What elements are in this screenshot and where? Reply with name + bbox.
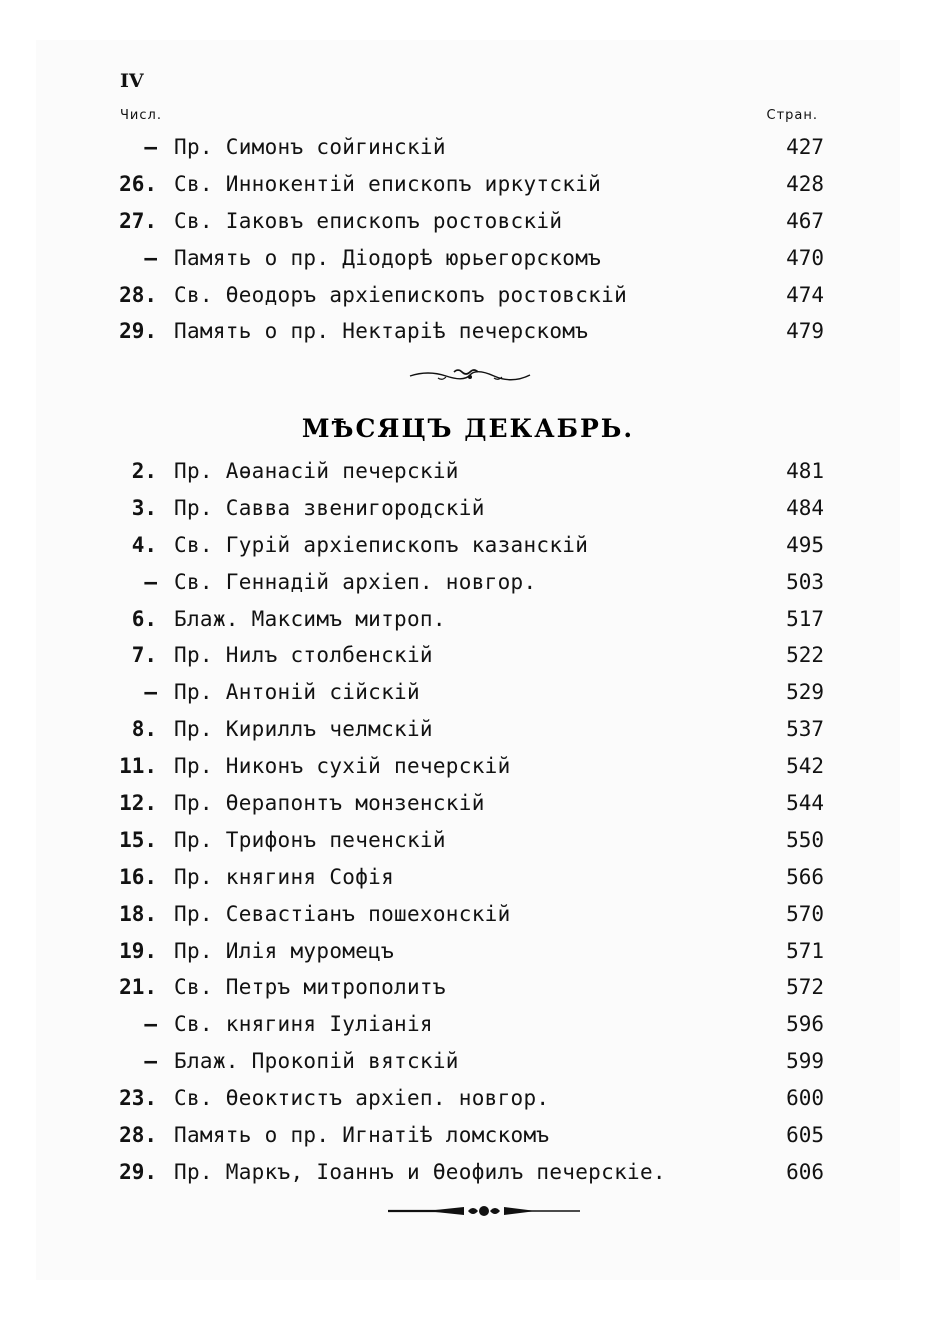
entry-page-number: 600 bbox=[786, 1086, 824, 1111]
entry-day-number: 4. bbox=[131, 532, 157, 557]
entry-saint-name: Пр. Трифонъ печенскій bbox=[174, 827, 446, 852]
entry-day-number: — bbox=[144, 1049, 157, 1074]
entry-row bbox=[100, 674, 824, 711]
entry-day-number: 7. bbox=[131, 643, 157, 668]
entry-day-number: 28. bbox=[119, 1123, 157, 1148]
entry-row bbox=[100, 711, 824, 748]
entry-saint-name: Блаж. Прокопій вятскій bbox=[174, 1049, 459, 1074]
entry-row bbox=[100, 527, 824, 564]
entry-page-number: 599 bbox=[786, 1049, 824, 1074]
entry-page-number: 537 bbox=[786, 717, 824, 742]
entry-saint-name: Пр. Илія муромецъ bbox=[174, 938, 395, 963]
entry-page-number: 470 bbox=[786, 245, 824, 270]
entry-row bbox=[100, 490, 824, 527]
section-title-december: МѢСЯЦЪ ДЕКАБРЬ. bbox=[301, 414, 635, 443]
entry-row bbox=[100, 203, 824, 240]
entry-saint-name: Пр. Өерапонтъ монзенскій bbox=[174, 791, 485, 816]
entry-saint-name: Блаж. Максимъ митроп. bbox=[174, 606, 446, 631]
entry-saint-name: Память о пр. Игнатіѣ ломскомъ bbox=[174, 1123, 550, 1148]
entry-day-number: 12. bbox=[119, 791, 157, 816]
column-header-page: Стран. bbox=[766, 108, 818, 123]
entry-row bbox=[100, 453, 824, 490]
entry-day-number: 28. bbox=[119, 282, 157, 307]
entry-row bbox=[100, 933, 824, 970]
entry-row bbox=[100, 129, 824, 166]
ornament-divider-top bbox=[408, 366, 532, 384]
entry-saint-name: Св. Гурій архіепископъ казанскій bbox=[174, 532, 589, 557]
entry-page-number: 484 bbox=[786, 495, 824, 520]
entry-page-number: 544 bbox=[786, 791, 824, 816]
entry-day-number: — bbox=[144, 135, 157, 159]
entry-saint-name: Пр. Кириллъ челмскій bbox=[174, 717, 433, 742]
entry-day-number: 21. bbox=[119, 975, 157, 1000]
entry-row bbox=[100, 969, 824, 1006]
entry-saint-name: Пр. Маркъ, Іоаннъ и Өеофилъ печерскіе. bbox=[174, 1159, 666, 1184]
entry-row bbox=[100, 1154, 824, 1191]
entry-page-number: 605 bbox=[786, 1123, 824, 1148]
entry-saint-name: Пр. княгиня Софія bbox=[174, 864, 395, 889]
folio-number: IV bbox=[120, 70, 144, 92]
entry-day-number: 18. bbox=[119, 901, 157, 926]
entry-day-number: 2. bbox=[131, 459, 157, 483]
entry-row bbox=[100, 1006, 824, 1043]
entry-row bbox=[100, 240, 824, 277]
entry-page-number: 522 bbox=[786, 643, 824, 668]
entry-row bbox=[100, 785, 824, 822]
december-entry-list bbox=[100, 453, 824, 1191]
entry-row bbox=[100, 1043, 824, 1080]
entry-saint-name: Память о пр. Діодорѣ юрьегорскомъ bbox=[174, 245, 602, 270]
entry-day-number: — bbox=[144, 680, 157, 705]
entry-day-number: 26. bbox=[119, 171, 157, 196]
entry-saint-name: Св. Петръ митрополитъ bbox=[174, 975, 446, 1000]
entry-page-number: 606 bbox=[786, 1159, 824, 1184]
entry-page-number: 495 bbox=[786, 532, 824, 557]
entry-row bbox=[100, 601, 824, 638]
entry-row bbox=[100, 313, 824, 350]
entry-row bbox=[100, 859, 824, 896]
entry-saint-name: Св. Өеодоръ архіепископъ ростовскій bbox=[174, 282, 628, 307]
entry-page-number: 570 bbox=[786, 901, 824, 926]
entry-page-number: 428 bbox=[786, 171, 824, 196]
entry-row bbox=[100, 896, 824, 933]
entry-page-number: 566 bbox=[786, 864, 824, 889]
entry-day-number: 15. bbox=[119, 827, 157, 852]
entry-day-number: 6. bbox=[131, 606, 157, 631]
entry-page-number: 479 bbox=[786, 319, 824, 344]
entry-day-number: 11. bbox=[119, 754, 157, 779]
entry-page-number: 596 bbox=[786, 1012, 824, 1037]
entry-day-number: 29. bbox=[119, 319, 157, 344]
entry-day-number: — bbox=[144, 245, 157, 270]
entry-saint-name: Пр. Нилъ столбенскій bbox=[174, 643, 433, 668]
entry-page-number: 481 bbox=[786, 459, 824, 483]
entry-day-number: 3. bbox=[131, 495, 157, 520]
entry-day-number: 27. bbox=[119, 208, 157, 233]
entry-day-number: 23. bbox=[119, 1086, 157, 1111]
entry-page-number: 550 bbox=[786, 827, 824, 852]
november-entry-list bbox=[100, 129, 824, 350]
entry-day-number: 8. bbox=[131, 717, 157, 742]
entry-saint-name: Пр. Никонъ сухій печерскій bbox=[174, 754, 511, 779]
entry-page-number: 427 bbox=[786, 135, 824, 159]
entry-day-number: 29. bbox=[119, 1159, 157, 1184]
entry-day-number: 16. bbox=[119, 864, 157, 889]
entry-page-number: 529 bbox=[786, 680, 824, 705]
entry-page-number: 467 bbox=[786, 208, 824, 233]
entry-saint-name: Пр. Симонъ сойгинскій bbox=[174, 135, 446, 159]
entry-saint-name: Пр. Севастіанъ пошехонскій bbox=[174, 901, 511, 926]
entry-day-number: — bbox=[144, 1012, 157, 1037]
entry-page-number: 503 bbox=[786, 569, 824, 594]
entry-row bbox=[100, 748, 824, 785]
entry-day-number: — bbox=[144, 569, 157, 594]
entry-saint-name: Память о пр. Нектаріѣ печерскомъ bbox=[174, 319, 589, 344]
ornament-divider-bottom bbox=[386, 1203, 582, 1219]
entry-page-number: 571 bbox=[786, 938, 824, 963]
entry-page-number: 517 bbox=[786, 606, 824, 631]
entry-saint-name: Св. Иннокентій епископъ иркутскій bbox=[174, 171, 602, 196]
entry-saint-name: Пр. Савва звенигородскій bbox=[174, 495, 485, 520]
entry-row bbox=[100, 564, 824, 601]
entry-saint-name: Пр. Аөанасій печерскій bbox=[174, 459, 459, 483]
entry-saint-name: Св. Геннадій архіеп. новгор. bbox=[174, 569, 537, 594]
entry-row bbox=[100, 637, 824, 674]
entry-row bbox=[100, 1117, 824, 1154]
column-header-day: Числ. bbox=[120, 108, 162, 123]
entry-page-number: 572 bbox=[786, 975, 824, 1000]
entry-row bbox=[100, 1080, 824, 1117]
entry-row bbox=[100, 277, 824, 314]
entry-page-number: 542 bbox=[786, 754, 824, 779]
entry-row bbox=[100, 822, 824, 859]
entry-saint-name: Пр. Антоній сійскій bbox=[174, 680, 420, 705]
entry-saint-name: Св. Өеоктистъ архіеп. новгор. bbox=[174, 1086, 550, 1111]
entry-page-number: 474 bbox=[786, 282, 824, 307]
entry-saint-name: Св. Іаковъ епископъ ростовскій bbox=[174, 208, 563, 233]
entry-row bbox=[100, 166, 824, 203]
entry-saint-name: Св. княгиня Іуліанія bbox=[174, 1012, 433, 1037]
entry-day-number: 19. bbox=[119, 938, 157, 963]
